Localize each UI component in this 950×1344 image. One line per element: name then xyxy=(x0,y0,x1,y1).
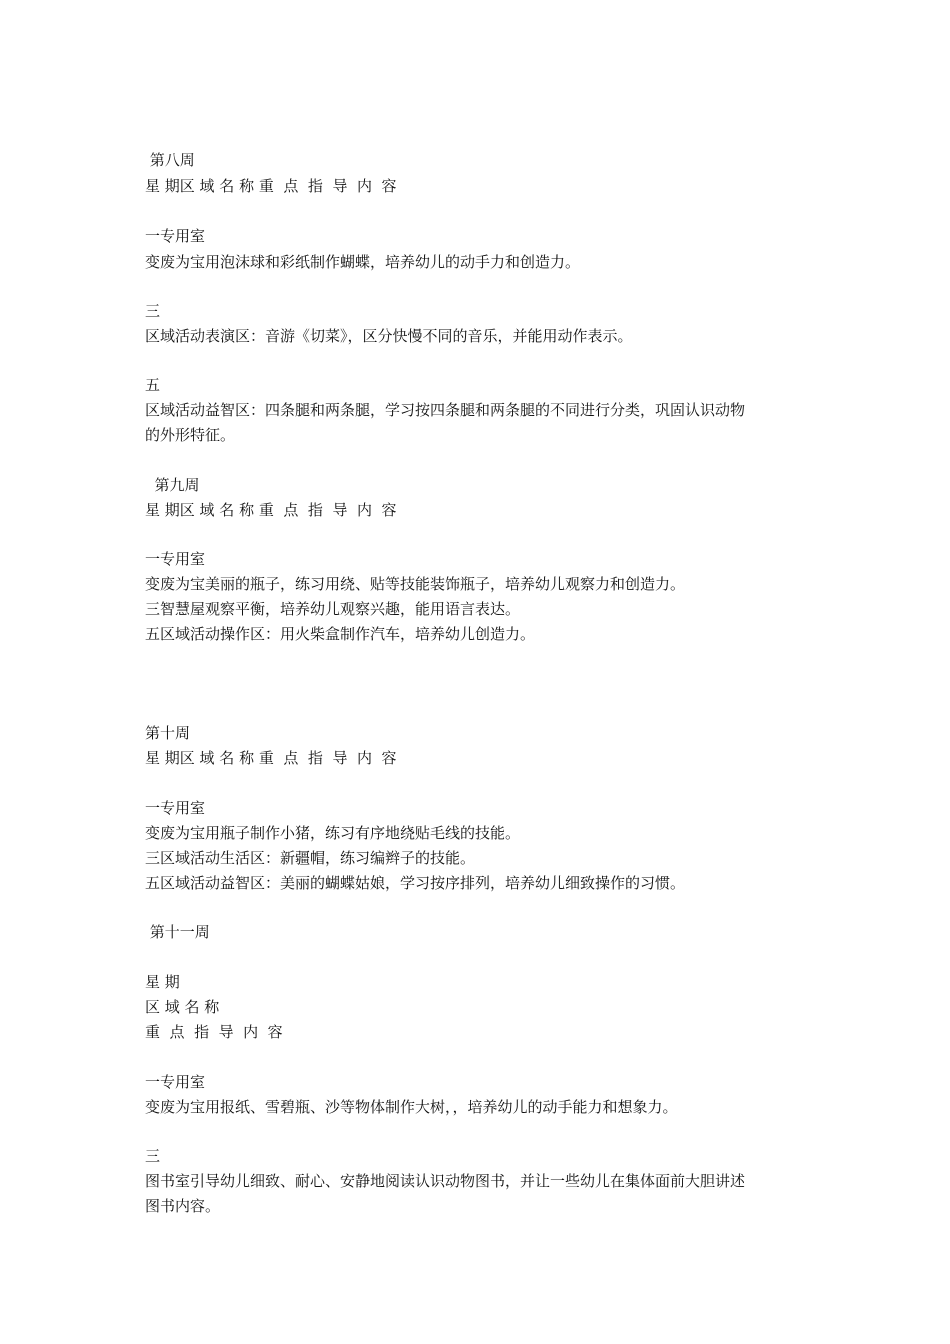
week11-monday-content: 变废为宝用报纸、雪碧瓶、沙等物体制作大树，，培养幼儿的动手能力和想象力。 xyxy=(145,1098,678,1116)
week11-header-content: 重 点 指 导 内 容 xyxy=(145,1023,283,1041)
week11-header-day: 星 期 xyxy=(145,973,180,991)
week11-heading: 第十一周 xyxy=(145,923,210,941)
week8-heading: 第八周 xyxy=(145,151,195,169)
week8-friday-label: 五 xyxy=(145,376,161,394)
week11-wednesday-content: 图书室引导幼儿细致、耐心、安静地阅读认识动物图书，并让一些幼儿在集体面前大胆讲述 xyxy=(145,1172,746,1190)
week11-wednesday-content-cont: 图书内容。 xyxy=(145,1197,221,1215)
week10-wednesday-content: 三区域活动生活区：新疆帽，练习编辫子的技能。 xyxy=(145,849,476,867)
week9-friday-content: 五区域活动操作区：用火柴盒制作汽车，培养幼儿创造力。 xyxy=(145,625,536,643)
week11-monday-area: 一专用室 xyxy=(145,1073,206,1091)
week10-monday-content: 变废为宝用瓶子制作小猪，练习有序地绕贴毛线的技能。 xyxy=(145,824,521,842)
week8-friday-content-cont: 的外形特征。 xyxy=(145,426,236,444)
week9-monday-area: 一专用室 xyxy=(145,550,206,568)
week10-heading: 第十周 xyxy=(145,724,191,742)
week10-friday-content: 五区域活动益智区：美丽的蝴蝶姑娘，学习按序排列，培养幼儿细致操作的习惯。 xyxy=(145,874,686,892)
week9-heading: 第九周 xyxy=(145,476,200,494)
week10-table-header: 星 期区 域 名 称 重 点 指 导 内 容 xyxy=(145,749,397,767)
week8-friday-content: 区域活动益智区：四条腿和两条腿，学习按四条腿和两条腿的不同进行分类，巩固认识动物 xyxy=(145,401,746,419)
week8-monday-content: 变废为宝用泡沫球和彩纸制作蝴蝶，培养幼儿的动手力和创造力。 xyxy=(145,253,581,271)
week8-wednesday-label: 三 xyxy=(145,302,161,320)
week11-header-area: 区 域 名 称 xyxy=(145,998,220,1016)
week10-monday-area: 一专用室 xyxy=(145,799,206,817)
week11-wednesday-label: 三 xyxy=(145,1147,161,1165)
week8-wednesday-content: 区域活动表演区：音游《切菜》，区分快慢不同的音乐，并能用动作表示。 xyxy=(145,327,633,345)
week9-wednesday-content: 三智慧屋观察平衡，培养幼儿观察兴趣，能用语言表达。 xyxy=(145,600,521,618)
week9-table-header: 星 期区 域 名 称 重 点 指 导 内 容 xyxy=(145,501,397,519)
week9-monday-content: 变废为宝美丽的瓶子，练习用绕、贴等技能装饰瓶子，培养幼儿观察力和创造力。 xyxy=(145,575,686,593)
week8-table-header: 星 期区 域 名 称 重 点 指 导 内 容 xyxy=(145,177,397,195)
week8-monday-area: 一专用室 xyxy=(145,227,206,245)
